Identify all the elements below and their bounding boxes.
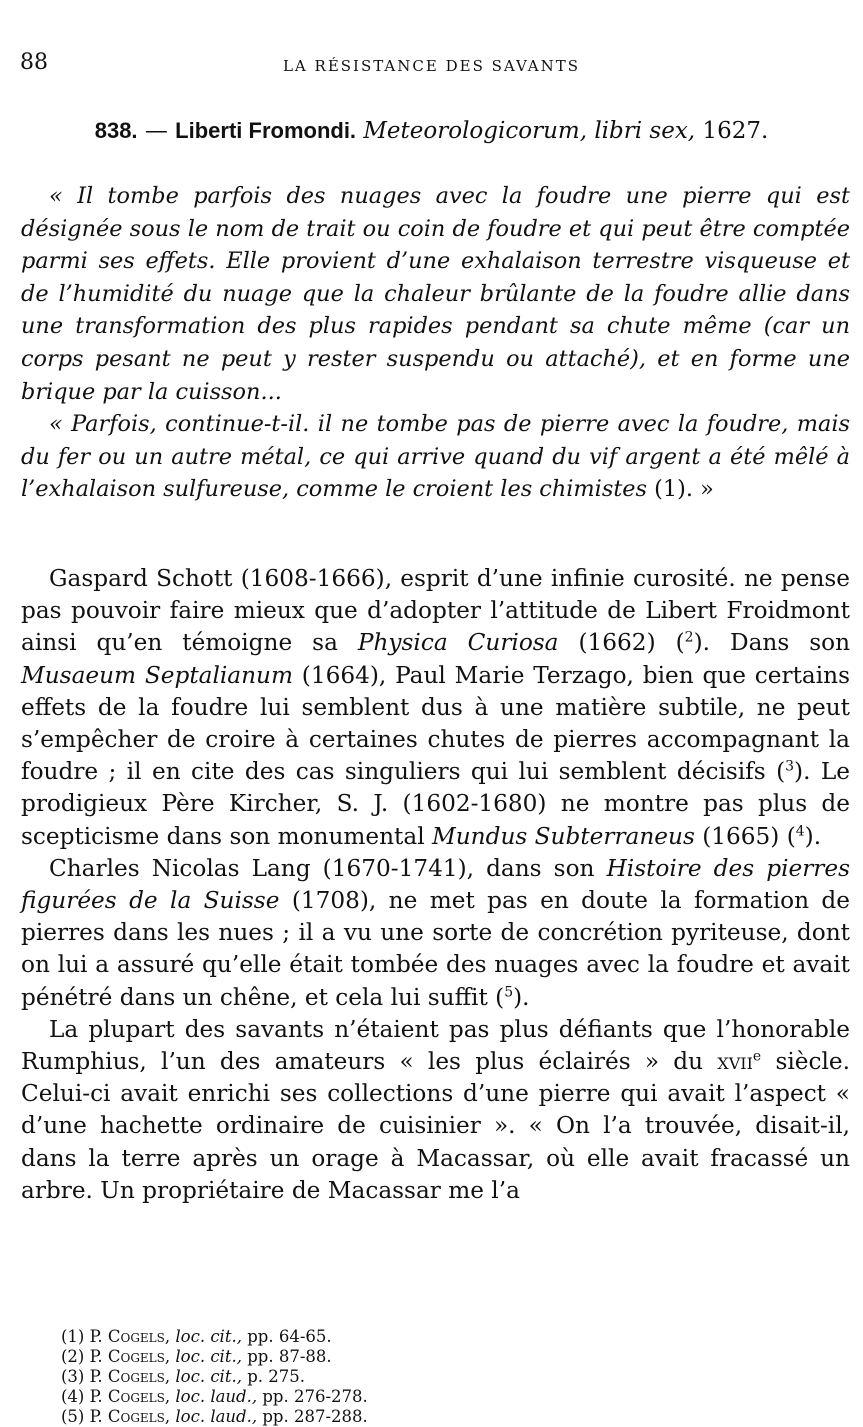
text-run: siècle. Celui-ci avait enrichi ses collections d’une pierre qui avait l’aspect « d’une hachette ordinaire de cuisinier ». « On l’a trouvée, disait-il, dans la terre après un orage à Macassar, où elle avait fracassé un arbre. Un propriétaire de Macassar me l’a: [21, 1048, 851, 1204]
entry-dash: —: [137, 118, 176, 144]
footnote-ref-abbrev: loc. cit.,: [175, 1347, 242, 1366]
text-run: (1708), ne met pas en doute la formation de pierres dans les nues ; il a vu une sorte de concrétion pyriteuse, dont on lui a assuré qu’elle était tombée des nuages avec la foudre et avait pénétré dans un chêne, et cela lui suffit (: [21, 887, 850, 1011]
entry-number: 838.: [94, 118, 138, 143]
text-run: ).: [513, 983, 530, 1011]
footnote-number: (3): [61, 1367, 85, 1386]
entry-author: Liberti Fromondi.: [175, 118, 357, 143]
body-text: [21, 563, 850, 1207]
quote-p2-text: « Parfois, continue-t-il. il ne tombe pas de pierre avec la foudre, mais du fer ou un autre métal, ce qui arrive quand du vif argent a été mêlé à l’exhalaison sulfureuse, comme le croient les chimistes: [21, 411, 850, 503]
footnote-pages: p. 275.: [247, 1367, 306, 1386]
title-run: Histoire des pierres figurées de la Suisse: [21, 854, 851, 915]
text-run: Gaspard Schott (1608-1666), esprit d’une infinie curosité. ne pense pas pouvoir faire mieux que d’adopter l’attitude de Libert Froidmont ainsi qu’en témoigne sa: [21, 565, 850, 657]
footnote-author: P. Cogels,: [89, 1407, 171, 1426]
entry-work: Meteorologicorum, libri sex,: [363, 118, 696, 144]
body-paragraph-1: [21, 563, 850, 853]
footnote-author: P. Cogels,: [89, 1367, 171, 1386]
footnote-pages: pp. 64-65.: [247, 1327, 332, 1346]
footnote-author: P. Cogels,: [89, 1387, 171, 1406]
entry-heading: [0, 118, 863, 144]
entry-year: 1627.: [695, 118, 769, 144]
footnote: [61, 1367, 368, 1387]
title-run: Mundus Subterraneus: [432, 822, 695, 850]
quote-close: . »: [685, 476, 714, 503]
footnote-ref-abbrev: loc. cit.,: [175, 1367, 242, 1386]
footnotes: [61, 1327, 368, 1427]
footnote-number: (1): [61, 1327, 85, 1346]
text-run: (1665) (: [694, 822, 796, 850]
footnote-ref: 5: [504, 983, 514, 1000]
footnote-author: P. Cogels,: [89, 1347, 171, 1366]
footnote-ref: 2: [684, 629, 694, 646]
text-run: ). Le prodigieux Père Kircher, S. J. (1602-1680) ne montre pas plus de scepticisme dans son monumental: [21, 758, 850, 850]
footnote-pages: pp. 287-288.: [262, 1407, 368, 1426]
text-run: ).: [804, 822, 822, 850]
century-numeral: xvii: [717, 1048, 753, 1076]
footnote-number: (4): [61, 1387, 85, 1406]
footnote-author: P. Cogels,: [89, 1327, 171, 1346]
quote-paragraph-2: [21, 408, 850, 506]
text-run: Charles Nicolas Lang (1670-1741), dans son: [49, 854, 607, 882]
text-run: La plupart des savants n’étaient pas plus défiants que l’honorable Rumphius, l’un des amateurs « les plus éclairés » du: [21, 1015, 850, 1076]
footnote-ref: 4: [795, 822, 805, 839]
footnote-number: (2): [61, 1347, 85, 1366]
footnote: [61, 1347, 368, 1367]
quote-paragraph-1: « Il tombe parfois des nuages avec la foudre une pierre qui est désignée sous le nom de trait ou coin de foudre et qui peut être comptée parmi ses effets. Elle provient d’une exhalaison terrestre visqueuse et de l’humidité du nuage que la chaleur brûlante de la foudre allie dans une transformation des plus rapides pendant sa chute même (car un corps pesant ne peut y rester suspendu ou attaché), et en forme une brique par la cuisson...: [21, 183, 850, 405]
title-run: Musaeum Septalianum: [21, 661, 293, 689]
footnote-pages: pp. 87-88.: [247, 1347, 332, 1366]
page-number: 88: [20, 50, 48, 75]
footnote-pages: pp. 276-278.: [262, 1387, 368, 1406]
text-run: ). Dans son: [693, 629, 851, 657]
quotation: [21, 180, 850, 506]
footnote: [61, 1327, 368, 1347]
title-run: Physica Curiosa: [357, 629, 559, 657]
footnote-ref-abbrev: loc. laud.,: [175, 1407, 258, 1426]
footnote-ref-abbrev: loc. cit.,: [175, 1327, 242, 1346]
footnote-ref-abbrev: loc. laud.,: [175, 1387, 258, 1406]
quote-note-ref: (1): [654, 476, 686, 503]
footnote: [61, 1387, 368, 1407]
body-paragraph-2: [21, 853, 850, 1014]
text-run: (1662) (: [558, 629, 685, 657]
footnote: [61, 1407, 368, 1427]
running-title: LA RÉSISTANCE DES SAVANTS: [282, 57, 581, 75]
text-run: (1664), Paul Marie Terzago, bien que certains effets de la foudre lui semblent dus à une matière subtile, ne peut s’empêcher de croire à certaines chutes de pierres accompagnant la foudre ; il en cite des cas singuliers qui lui semblent décisifs (: [21, 661, 850, 786]
body-paragraph-3: [21, 1014, 850, 1207]
ordinal-suffix: e: [752, 1048, 762, 1065]
footnote-ref: 3: [785, 758, 795, 775]
footnote-number: (5): [61, 1407, 85, 1426]
